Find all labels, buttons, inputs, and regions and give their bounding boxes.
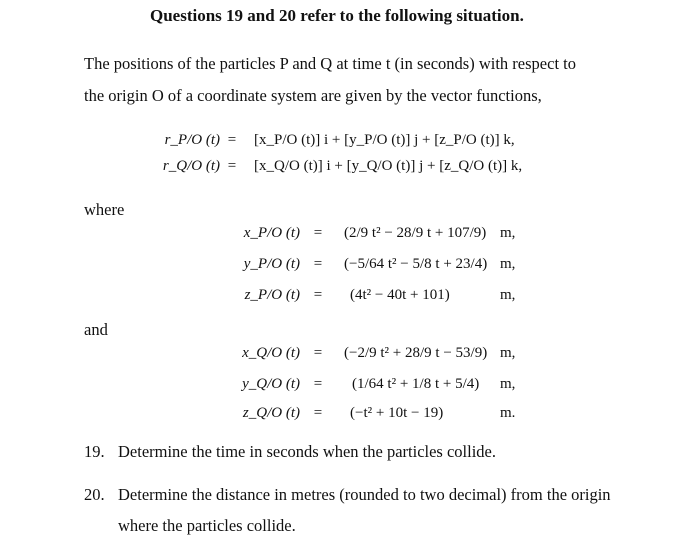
- question-text: Determine the distance in metres (rounded to two decimal) from the origin: [118, 485, 611, 504]
- equals-sign: =: [313, 256, 323, 272]
- p-component-rhs: (2/9 t² − 28/9 t + 107/9): [344, 225, 487, 241]
- p-component-lhs: z_P/O (t): [244, 287, 300, 303]
- unit: m,: [500, 256, 516, 272]
- unit: m,: [500, 376, 516, 392]
- unit: m,: [500, 287, 516, 303]
- question-number: 19.: [84, 442, 105, 461]
- question-text: Determine the time in seconds when the particles collide.: [118, 442, 497, 461]
- equals-sign: =: [313, 376, 323, 392]
- vector-eq-rhs: [x_Q/O (t)] i + [y_Q/O (t)] j + [z_Q/O (t)] k,: [254, 158, 523, 174]
- equals-sign: =: [227, 132, 237, 148]
- where-label: where: [84, 200, 125, 219]
- equals-sign: =: [313, 225, 323, 241]
- q-component-rhs: (1/64 t² + 1/8 t + 5/4): [352, 376, 480, 392]
- intro-line-2: the origin O of a coordinate system are given by the vector functions,: [84, 86, 542, 105]
- question-number: 20.: [84, 485, 105, 504]
- q-component-lhs: y_Q/O (t): [242, 376, 300, 392]
- equals-sign: =: [313, 345, 323, 361]
- p-component-rhs: (4t² − 40t + 101): [350, 287, 450, 303]
- unit: m.: [500, 405, 516, 421]
- equals-sign: =: [313, 405, 323, 421]
- vector-eq-lhs: r_P/O (t): [164, 132, 220, 148]
- vector-eq-rhs: [x_P/O (t)] i + [y_P/O (t)] j + [z_P/O (t)] k,: [254, 132, 515, 148]
- q-component-lhs: x_Q/O (t): [242, 345, 300, 361]
- heading: Questions 19 and 20 refer to the following situation.: [150, 6, 524, 25]
- intro-line-1: The positions of the particles P and Q at time t (in seconds) with respect to: [84, 54, 576, 73]
- and-label: and: [84, 320, 108, 339]
- question-text-continued: where the particles collide.: [118, 516, 296, 535]
- q-component-lhs: z_Q/O (t): [242, 405, 300, 421]
- equals-sign: =: [313, 287, 323, 303]
- p-component-rhs: (−5/64 t² − 5/8 t + 23/4): [344, 256, 488, 272]
- unit: m,: [500, 345, 516, 361]
- vector-eq-lhs: r_Q/O (t): [162, 158, 220, 174]
- p-component-lhs: y_P/O (t): [243, 256, 300, 272]
- q-component-rhs: (−t² + 10t − 19): [350, 405, 444, 421]
- p-component-lhs: x_P/O (t): [243, 225, 300, 241]
- unit: m,: [500, 225, 516, 241]
- q-component-rhs: (−2/9 t² + 28/9 t − 53/9): [344, 345, 488, 361]
- equals-sign: =: [227, 158, 237, 174]
